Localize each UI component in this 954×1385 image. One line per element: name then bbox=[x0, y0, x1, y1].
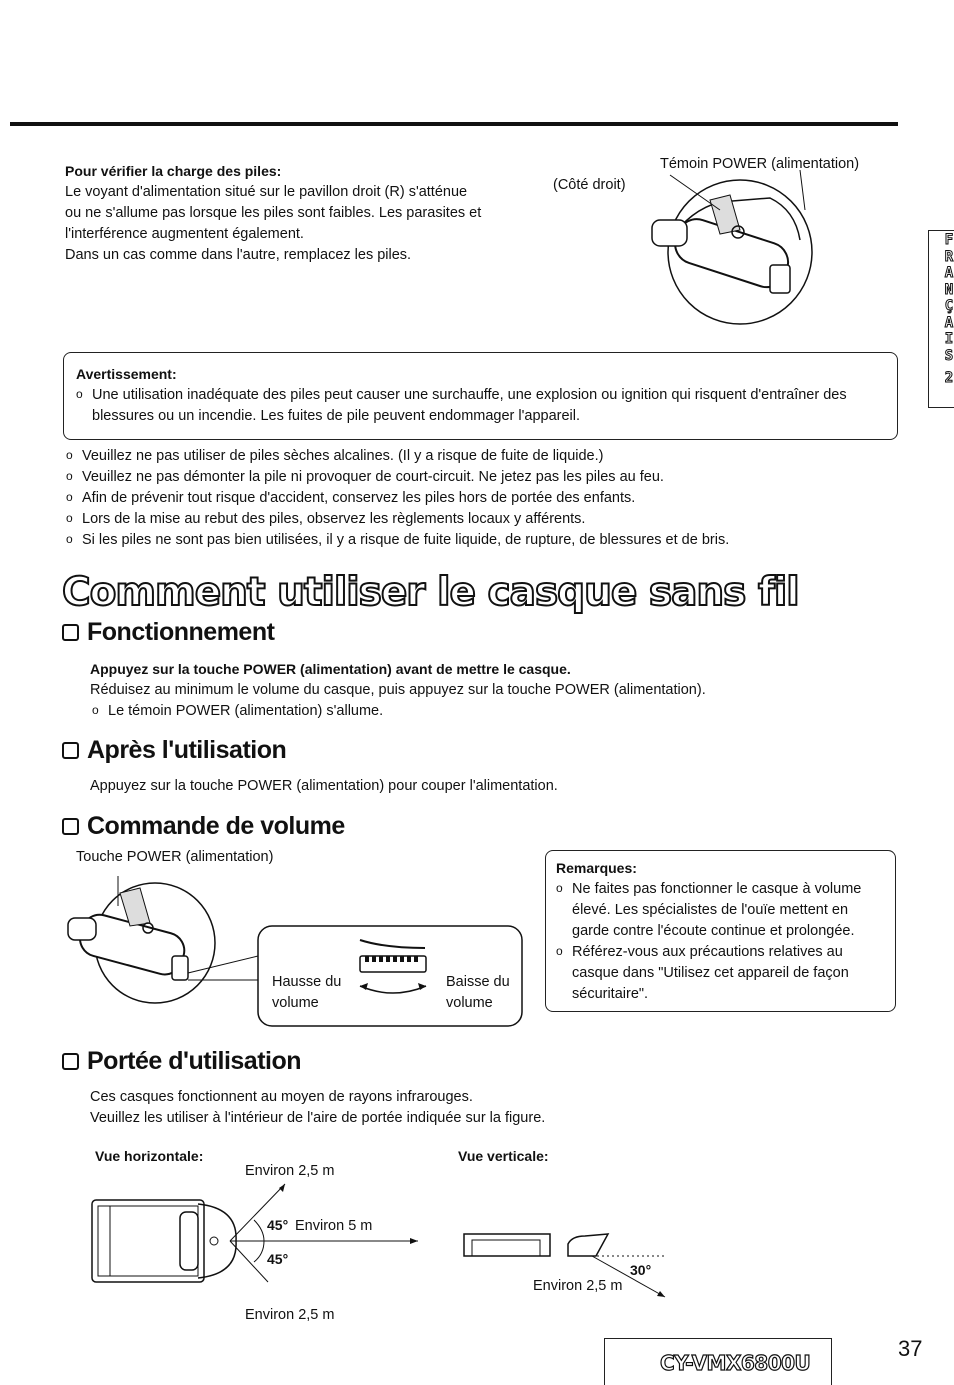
battery-check-title: Pour vérifier la charge des piles: bbox=[65, 163, 282, 179]
section-heading-portee bbox=[62, 1047, 301, 1076]
warning-line-2: blessures ou un incendie. Les fuites de pile peuvent endommager l'appareil. bbox=[92, 408, 581, 424]
fig-label-right-side: (Côté droit) bbox=[553, 177, 626, 193]
side-letter: A bbox=[944, 265, 954, 281]
heading-text: Fonctionnement bbox=[87, 618, 275, 646]
side-letter: I bbox=[944, 331, 954, 347]
volume-down-label bbox=[446, 972, 510, 1014]
horizontal-top-distance: Environ 2,5 m bbox=[245, 1163, 335, 1179]
side-letter: A bbox=[944, 314, 954, 331]
side-letter: R bbox=[944, 248, 954, 265]
model-number: CY-VMX6800U bbox=[660, 1351, 811, 1375]
fonctionnement-bullet: o Le témoin POWER (alimentation) s'allume. bbox=[92, 701, 890, 722]
vertical-angle: 30° bbox=[630, 1262, 652, 1278]
fig-label-power-indicator: Témoin POWER (alimentation) bbox=[660, 156, 860, 172]
heading-text: Après l'utilisation bbox=[87, 736, 287, 764]
vertical-distance: Environ 2,5 m bbox=[533, 1278, 623, 1294]
vertical-view-label: Vue verticale: bbox=[458, 1148, 549, 1164]
remark-line: sécuritaire". bbox=[572, 986, 649, 1002]
remarks-content bbox=[556, 858, 886, 1005]
fonctionnement-body bbox=[90, 659, 890, 722]
volume-down-line-2: volume bbox=[446, 995, 493, 1011]
horizontal-bottom-angle: 45° bbox=[267, 1251, 289, 1267]
warning-line-1: o Une utilisation inadéquate des piles peut causer une surchauffe, une explosion ou ignition qui risquent d'entraîner des bbox=[76, 385, 892, 406]
remark-item bbox=[556, 942, 886, 1005]
list-item: o Veuillez ne pas démonter la pile ni provoquer de court-circuit. Ne jetez pas les piles au feu. bbox=[66, 467, 896, 488]
horizontal-center-distance: Environ 5 m bbox=[295, 1218, 373, 1234]
portee-line-1: Ces casques fonctionnent au moyen de rayons infrarouges. bbox=[90, 1089, 473, 1105]
horizontal-top-angle: 45° bbox=[267, 1217, 289, 1233]
warning-title: Avertissement: bbox=[76, 366, 177, 382]
remark-line: o Référez-vous aux précautions relatives au bbox=[572, 944, 843, 960]
battery-line-3: l'interférence augmentent également. bbox=[65, 226, 304, 242]
list-item: o Veuillez ne pas utiliser de piles sèches alcalines. (Il y a risque de fuite de liquide.) bbox=[66, 446, 896, 467]
section-heading-apres bbox=[62, 736, 286, 765]
side-letter: N bbox=[944, 281, 954, 298]
page-title: Comment utiliser le casque sans fil bbox=[62, 570, 799, 615]
square-bullet-icon bbox=[62, 1053, 79, 1070]
horizontal-range-diagram bbox=[88, 1178, 428, 1308]
apres-line: Appuyez sur la touche POWER (alimentation) pour couper l'alimentation. bbox=[90, 778, 558, 794]
portee-body bbox=[90, 1087, 545, 1129]
fonctionnement-line: Réduisez au minimum le volume du casque, puis appuyez sur la touche POWER (alimentation). bbox=[90, 682, 706, 698]
battery-line-4: Dans un cas comme dans l'autre, remplacez les piles. bbox=[65, 247, 412, 263]
heading-text: Portée d'utilisation bbox=[87, 1047, 302, 1075]
remark-line: élevé. Les spécialistes de l'ouïe mettent en bbox=[572, 902, 849, 918]
square-bullet-icon bbox=[62, 742, 79, 759]
top-rule bbox=[10, 122, 898, 126]
square-bullet-icon bbox=[62, 624, 79, 641]
volume-fig-label: Touche POWER (alimentation) bbox=[76, 849, 274, 865]
portee-line-2: Veuillez les utiliser à l'intérieur de l'aire de portée indiquée sur la figure. bbox=[90, 1110, 546, 1126]
volume-down-line-1: Baisse du bbox=[446, 974, 510, 990]
side-letter: S bbox=[944, 347, 954, 364]
section-heading-fonctionnement bbox=[62, 618, 274, 647]
headphone-power-illustration bbox=[630, 170, 820, 330]
volume-up-line-2: volume bbox=[272, 995, 319, 1011]
side-tab-number: 2 bbox=[944, 370, 954, 386]
battery-bullets bbox=[66, 446, 896, 551]
remark-item bbox=[556, 879, 886, 942]
remark-line: garde contre l'écoute continue et prolongée. bbox=[572, 923, 855, 939]
remarks-title: Remarques: bbox=[556, 860, 637, 876]
volume-up-line-1: Hausse du bbox=[272, 974, 342, 990]
list-item: o Si les piles ne sont pas bien utilisées, il y a risque de fuite liquide, de rupture, de blessures et de bris. bbox=[66, 530, 896, 551]
battery-line-1: Le voyant d'alimentation situé sur le pavillon droit (R) s'atténue bbox=[65, 184, 468, 200]
horizontal-view-label: Vue horizontale: bbox=[95, 1148, 204, 1164]
battery-check-block bbox=[65, 161, 535, 266]
battery-line-2: ou ne s'allume pas lorsque les piles sont faibles. Les parasites et bbox=[65, 205, 482, 221]
warning-content bbox=[76, 364, 892, 427]
language-side-letters bbox=[940, 232, 954, 387]
section-heading-volume bbox=[62, 812, 345, 841]
list-item: o Afin de prévenir tout risque d'accident, conservez les piles hors de portée des enfants. bbox=[66, 488, 896, 509]
side-letter: F bbox=[944, 232, 954, 248]
side-letter: Ç bbox=[944, 298, 954, 314]
remark-line: casque dans "Utilisez cet appareil de façon bbox=[572, 965, 849, 981]
volume-up-label bbox=[272, 972, 341, 1014]
page-number: 37 bbox=[898, 1336, 923, 1361]
list-item: o Lors de la mise au rebut des piles, observez les règlements locaux y afférents. bbox=[66, 509, 896, 530]
fonctionnement-bold-line: Appuyez sur la touche POWER (alimentation) avant de mettre le casque. bbox=[90, 661, 571, 677]
heading-text: Commande de volume bbox=[87, 812, 345, 840]
square-bullet-icon bbox=[62, 818, 79, 835]
horizontal-bottom-distance: Environ 2,5 m bbox=[245, 1307, 335, 1323]
remark-line: o Ne faites pas fonctionner le casque à volume bbox=[572, 881, 862, 897]
